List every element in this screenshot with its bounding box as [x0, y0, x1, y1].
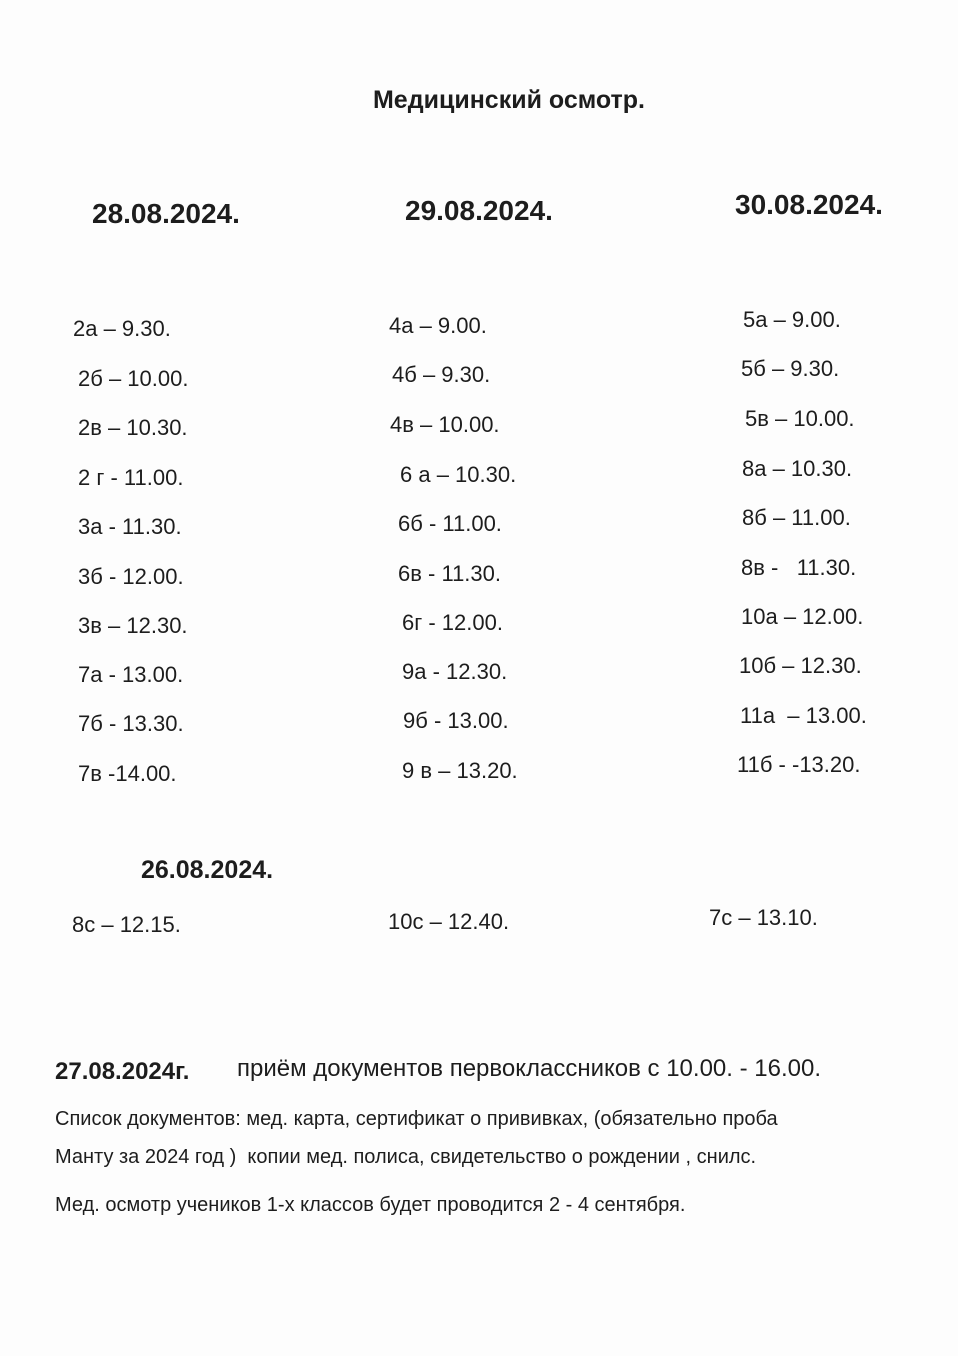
date-header-28-08: 28.08.2024. — [92, 198, 240, 229]
schedule-entry: 4б – 9.30. — [392, 362, 491, 387]
schedule-entry: 3б - 12.00. — [78, 564, 184, 589]
schedule-entry: 9а - 12.30. — [402, 659, 508, 684]
schedule-entry: 11а – 13.00. — [740, 703, 867, 728]
schedule-entry: 11б - -13.20. — [737, 752, 861, 777]
extra-entry: 10с – 12.40. — [388, 909, 510, 934]
schedule-entry: 6г - 12.00. — [402, 610, 503, 635]
documents-line-2: Манту за 2024 год ) копии мед. полиса, свидетельство о рождении , снилс. — [55, 1146, 757, 1168]
schedule-entry: 8в - 11.30. — [741, 555, 857, 580]
schedule-entry: 5в – 10.00. — [745, 406, 855, 431]
schedule-entry: 10б – 12.30. — [739, 653, 862, 678]
documents-line-1: Список документов: мед. карта, сертификат о прививках, (обязательно проба — [55, 1108, 778, 1130]
schedule-entry: 6 а – 10.30. — [400, 462, 517, 487]
schedule-entry: 8а – 10.30. — [742, 456, 853, 481]
reception-date: 27.08.2024г. — [55, 1058, 190, 1085]
schedule-entry: 9б - 13.00. — [403, 708, 509, 733]
schedule-entry: 5а – 9.00. — [743, 307, 841, 332]
schedule-entry: 9 в – 13.20. — [402, 758, 518, 783]
reception-text: приём документов первоклассников с 10.00. - 16.00. — [237, 1055, 821, 1082]
first-grade-note: Мед. осмотр учеников 1-х классов будет проводится 2 - 4 сентября. — [55, 1194, 686, 1216]
schedule-entry: 2а – 9.30. — [73, 316, 171, 341]
schedule-entry: 7в -14.00. — [78, 761, 177, 786]
schedule-entry: 4а – 9.00. — [389, 313, 487, 338]
schedule-entry: 6в - 11.30. — [398, 561, 502, 586]
schedule-entry: 3в – 12.30. — [78, 613, 188, 638]
schedule-entry: 7а - 13.00. — [78, 662, 184, 687]
date-header-29-08: 29.08.2024. — [405, 195, 553, 226]
schedule-entry: 5б – 9.30. — [741, 356, 840, 381]
date-header-26-08: 26.08.2024. — [141, 856, 274, 884]
schedule-entry: 8б – 11.00. — [742, 505, 851, 530]
extra-entry: 7с – 13.10. — [709, 905, 818, 930]
schedule-entry: 2в – 10.30. — [78, 415, 188, 440]
schedule-entry: 2 г - 11.00. — [78, 465, 184, 490]
schedule-entry: 6б - 11.00. — [398, 511, 502, 536]
page-title: Медицинский осмотр. — [372, 86, 646, 114]
schedule-entry: 7б - 13.30. — [78, 711, 184, 736]
schedule-entry: 3а - 11.30. — [78, 514, 182, 539]
date-header-30-08: 30.08.2024. — [735, 189, 883, 220]
schedule-entry: 4в – 10.00. — [390, 412, 500, 437]
schedule-entry: 10а – 12.00. — [741, 604, 864, 629]
schedule-entry: 2б – 10.00. — [78, 366, 189, 391]
extra-entry: 8с – 12.15. — [72, 912, 181, 937]
